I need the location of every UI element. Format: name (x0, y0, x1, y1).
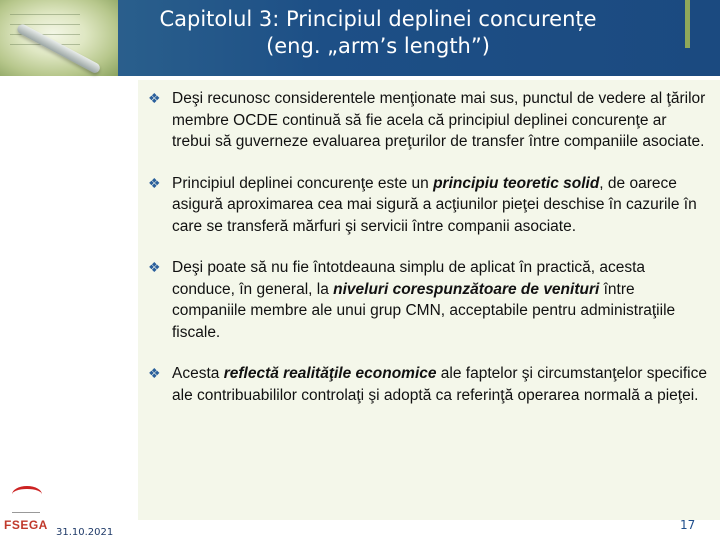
pen-icon (16, 23, 102, 75)
bullet-item (148, 173, 708, 238)
bullet-text: Principiul deplinei concurenţe este un (172, 174, 434, 192)
bullet-item (148, 363, 708, 406)
logo-arc (12, 486, 42, 503)
bullet-text: Acesta (172, 365, 224, 382)
title-accent-bar (685, 0, 690, 48)
title-line-1: Capitolul 3: Principiul deplinei concurențe (159, 7, 597, 31)
diamond-bullet-icon: ❖ (148, 90, 161, 106)
fsega-logo (4, 486, 48, 536)
bullet-emphasis: reflectă realităţile economice (223, 365, 437, 382)
logo-line (12, 504, 40, 513)
bullet-text: , de oarece asigură aproximarea cea mai sigură a acţiunilor pieţei deschise în cazurile în care se transferă mărfuri şi servicii între companii asociate. (172, 174, 697, 235)
bullet-emphasis: principiu teoretic solid (433, 174, 600, 192)
diamond-bullet-icon: ❖ (148, 259, 161, 275)
title-line-2: (eng. „arm’s length”) (266, 34, 490, 58)
slide-header (0, 0, 720, 76)
bullet-list (148, 88, 708, 426)
bullet-text: Deşi recunosc considerentele menţionate mai sus, punctul de vedere al ţărilor membre OCDE continuă să fie acela că principiul deplinei concurenţe ar trebui să guverneze evaluarea preţurilor de transfer între companiile asociate. (172, 90, 706, 150)
bullet-emphasis: niveluri corespunzătoare de venituri (333, 280, 600, 298)
paper-line (10, 14, 80, 15)
logo-text: FSEGA (4, 518, 48, 532)
bullet-item (148, 88, 708, 153)
bullet-text: între companiile membre ale unui grup CMN, acceptabile pentru administraţiile fiscale. (172, 280, 676, 341)
header-photo (0, 0, 118, 76)
diamond-bullet-icon: ❖ (148, 365, 161, 381)
bullet-text: Deşi poate să nu fie întotdeauna simplu de aplicat în practică, acesta conduce, în general, la (172, 259, 646, 298)
bullet-text: ale faptelor şi circumstanţelor specifice ale contribuabililor controlaţi şi adoptă ca referinţă operarea normală a pieţei. (172, 365, 708, 404)
diamond-bullet-icon: ❖ (148, 174, 161, 191)
slide-title (118, 6, 638, 60)
bullet-item (148, 257, 708, 343)
page-number: 17 (680, 518, 696, 532)
footer-date: 31.10.2021 (56, 527, 114, 538)
